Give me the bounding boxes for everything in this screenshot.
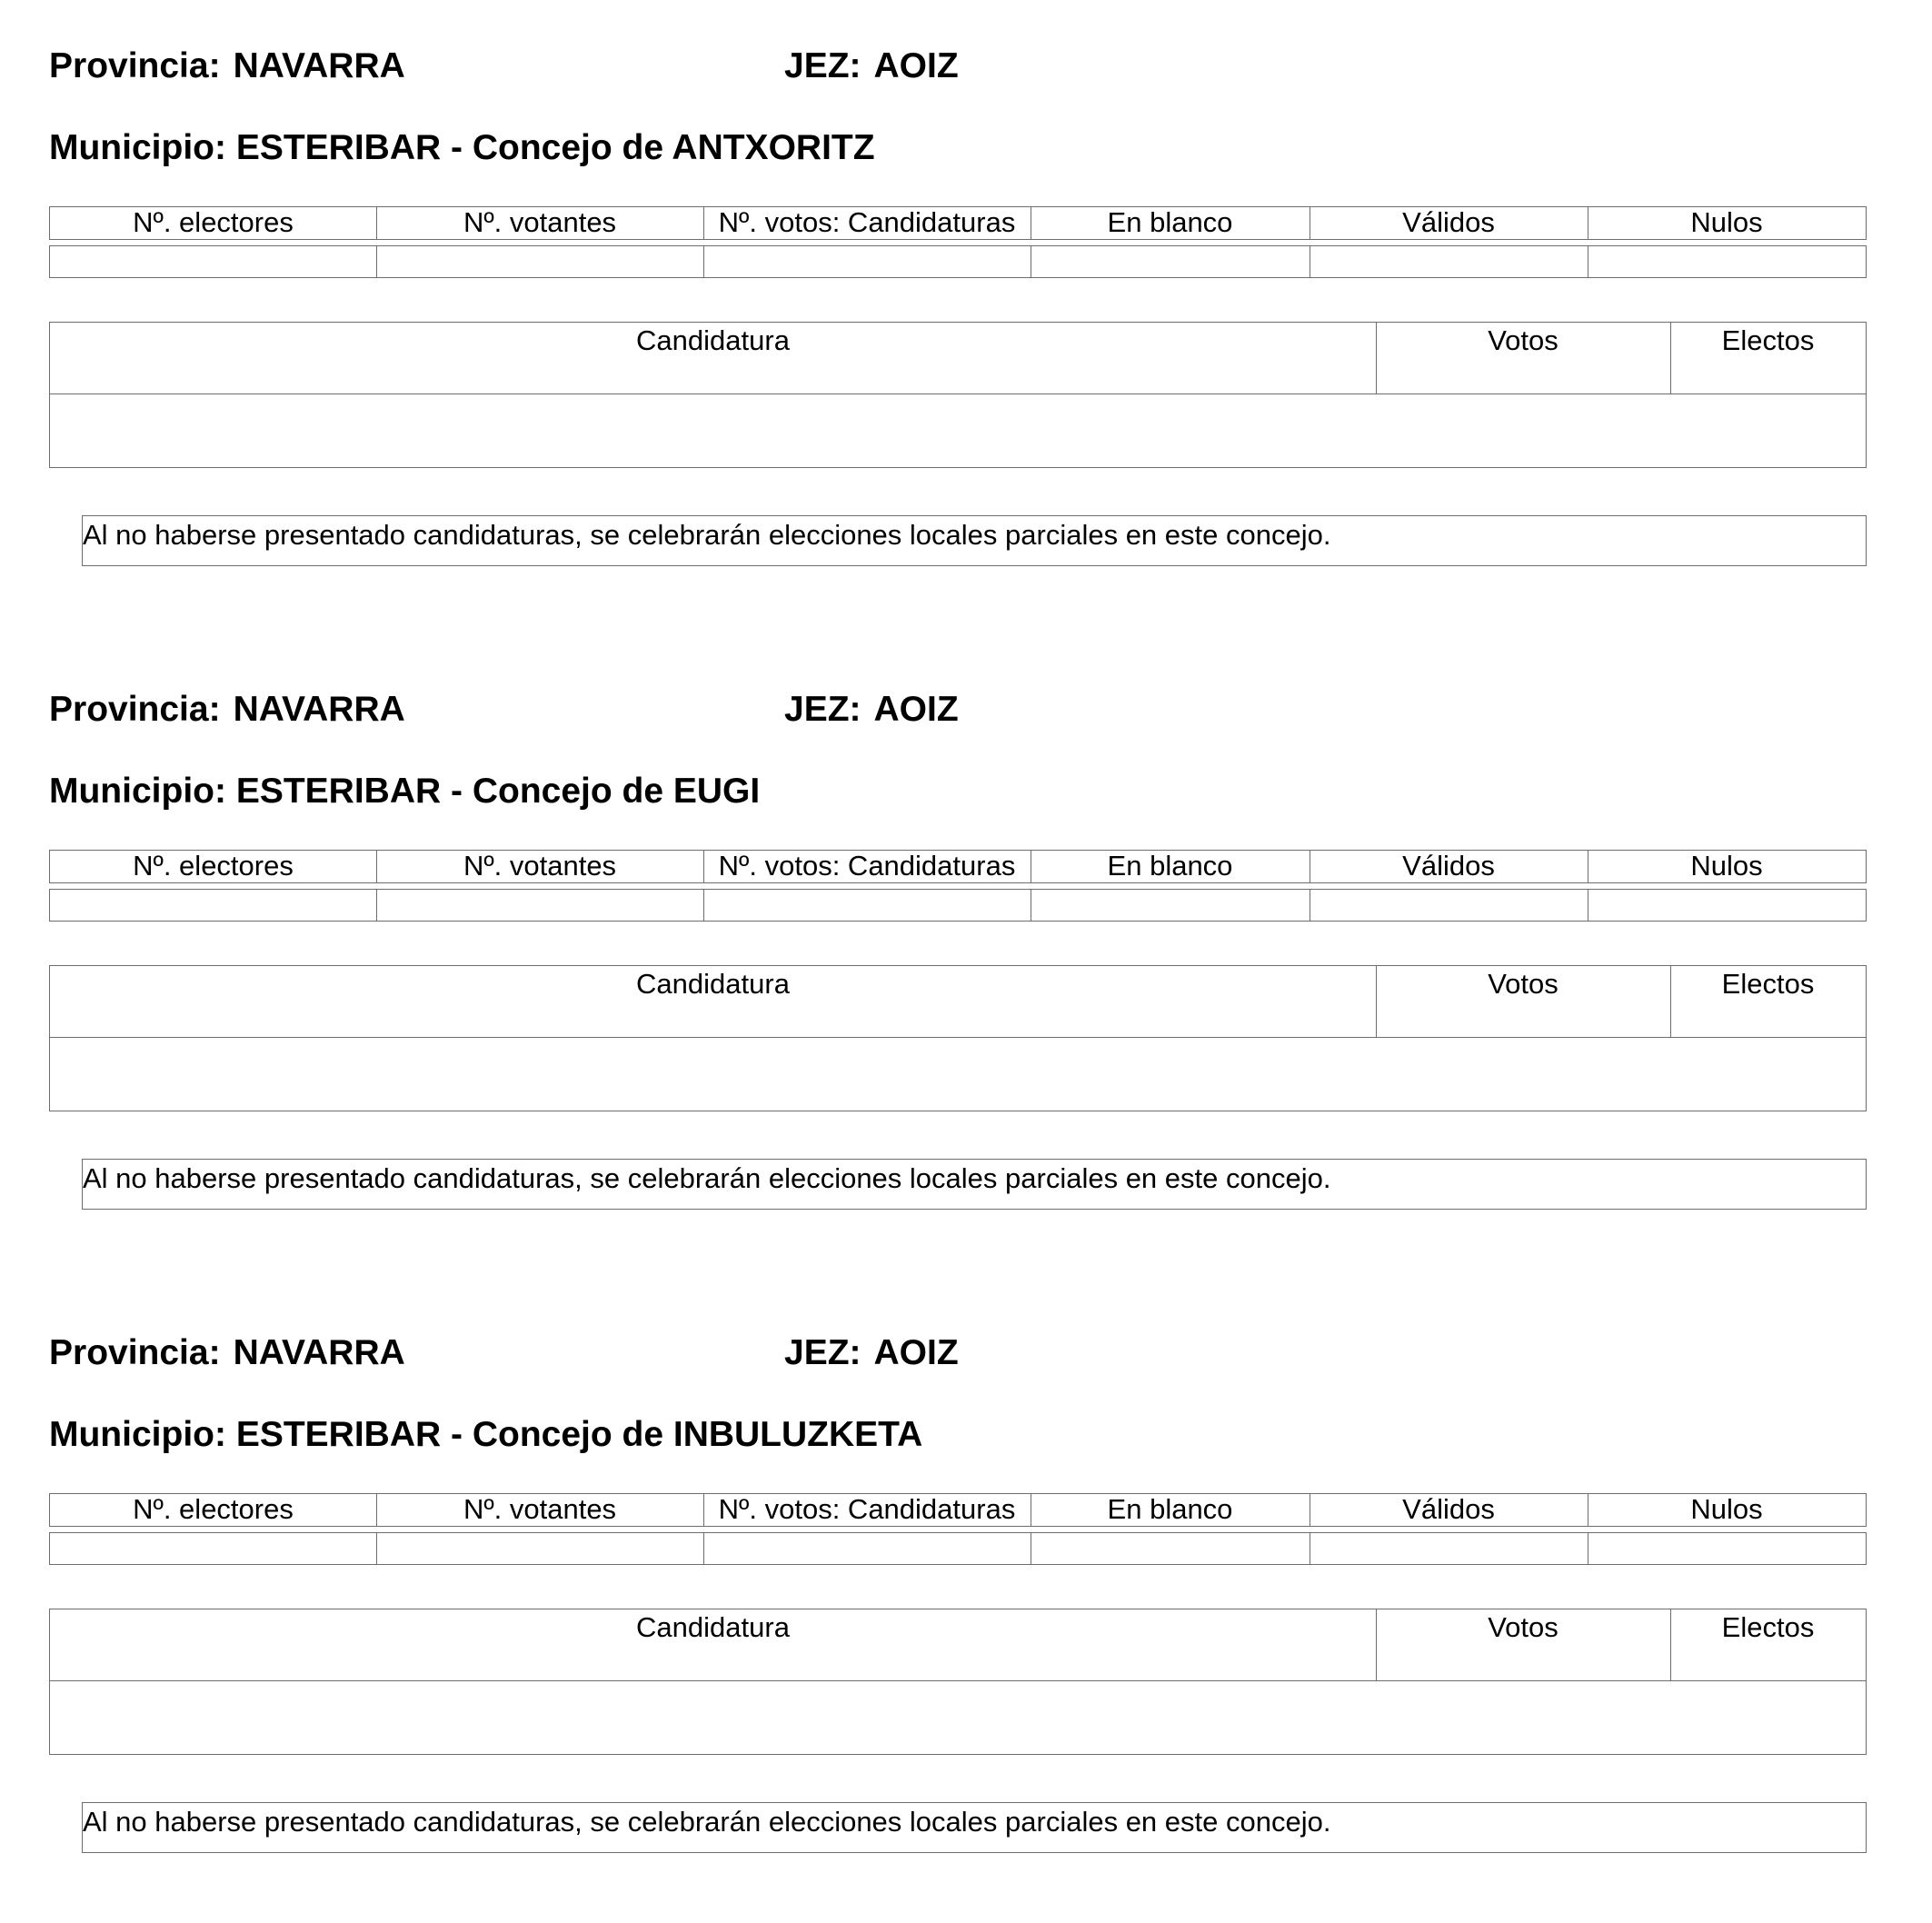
header-candidatura: Candidatura xyxy=(636,324,790,356)
jez-value: AOIZ xyxy=(873,46,959,85)
header-validos: Válidos xyxy=(1402,850,1495,882)
municipio-value: ESTERIBAR - Concejo de EUGI xyxy=(235,772,761,811)
header-electores: Nº. electores xyxy=(133,206,294,238)
candidates-table xyxy=(49,1609,1867,1755)
provincia-value: NAVARRA xyxy=(233,690,405,729)
provincia-header: Provincia: NAVARRA xyxy=(49,46,405,85)
notice-box xyxy=(82,1802,1867,1853)
header-votos: Votos xyxy=(1488,1611,1559,1643)
header-votos-candidaturas: Nº. votos: Candidaturas xyxy=(718,206,1016,238)
header-candidatura: Candidatura xyxy=(636,968,790,1000)
notice-box xyxy=(82,515,1867,566)
provincia-header: Provincia: NAVARRA xyxy=(49,1333,405,1372)
jez-value: AOIZ xyxy=(873,690,959,729)
header-votantes: Nº. votantes xyxy=(463,850,617,882)
jez-header: JEZ: AOIZ xyxy=(784,690,959,729)
header-nulos: Nulos xyxy=(1690,1493,1763,1525)
municipio-value: ESTERIBAR - Concejo de INBULUZKETA xyxy=(235,1415,923,1454)
concejo-section xyxy=(0,0,1932,636)
header-candidatura: Candidatura xyxy=(636,1611,790,1643)
header-votantes: Nº. votantes xyxy=(463,1493,617,1525)
jez-value: AOIZ xyxy=(873,1333,959,1372)
header-electores: Nº. electores xyxy=(133,850,294,882)
municipio-header: Municipio: ESTERIBAR - Concejo de ANTXORITZ xyxy=(49,128,875,167)
stats-value-row xyxy=(49,245,1867,278)
header-en-blanco: En blanco xyxy=(1107,206,1233,238)
jez-header: JEZ: AOIZ xyxy=(784,46,959,85)
concejo-section xyxy=(0,643,1932,1280)
header-electos: Electos xyxy=(1721,324,1815,356)
notice-box xyxy=(82,1159,1867,1210)
header-en-blanco: En blanco xyxy=(1107,850,1233,882)
header-votos-candidaturas: Nº. votos: Candidaturas xyxy=(718,850,1016,882)
candidates-table xyxy=(49,322,1867,468)
notice-text: Al no haberse presentado candidaturas, se celebrarán elecciones locales parciales en este concejo. xyxy=(83,1806,1331,1838)
header-votos: Votos xyxy=(1488,968,1559,1000)
header-nulos: Nulos xyxy=(1690,850,1763,882)
stats-header-row xyxy=(49,850,1867,883)
concejo-section xyxy=(0,1287,1932,1923)
header-electos: Electos xyxy=(1721,968,1815,1000)
candidates-table xyxy=(49,965,1867,1111)
municipio-header: Municipio: ESTERIBAR - Concejo de EUGI xyxy=(49,772,761,811)
header-electos: Electos xyxy=(1721,1611,1815,1643)
notice-text: Al no haberse presentado candidaturas, se celebrarán elecciones locales parciales en este concejo. xyxy=(83,519,1331,551)
stats-header-row xyxy=(49,206,1867,240)
municipio-value: ESTERIBAR - Concejo de ANTXORITZ xyxy=(235,128,875,167)
stats-value-row xyxy=(49,1532,1867,1565)
header-votantes: Nº. votantes xyxy=(463,206,617,238)
header-en-blanco: En blanco xyxy=(1107,1493,1233,1525)
stats-header-row xyxy=(49,1493,1867,1527)
provincia-value: NAVARRA xyxy=(233,1333,405,1372)
header-validos: Válidos xyxy=(1402,206,1495,238)
municipio-header: Municipio: ESTERIBAR - Concejo de INBULUZKETA xyxy=(49,1415,923,1454)
stats-value-row xyxy=(49,889,1867,922)
notice-text: Al no haberse presentado candidaturas, se celebrarán elecciones locales parciales en este concejo. xyxy=(83,1162,1331,1194)
header-nulos: Nulos xyxy=(1690,206,1763,238)
provincia-header: Provincia: NAVARRA xyxy=(49,690,405,729)
header-validos: Válidos xyxy=(1402,1493,1495,1525)
provincia-value: NAVARRA xyxy=(233,46,405,85)
header-electores: Nº. electores xyxy=(133,1493,294,1525)
header-votos-candidaturas: Nº. votos: Candidaturas xyxy=(718,1493,1016,1525)
jez-header: JEZ: AOIZ xyxy=(784,1333,959,1372)
header-votos: Votos xyxy=(1488,324,1559,356)
